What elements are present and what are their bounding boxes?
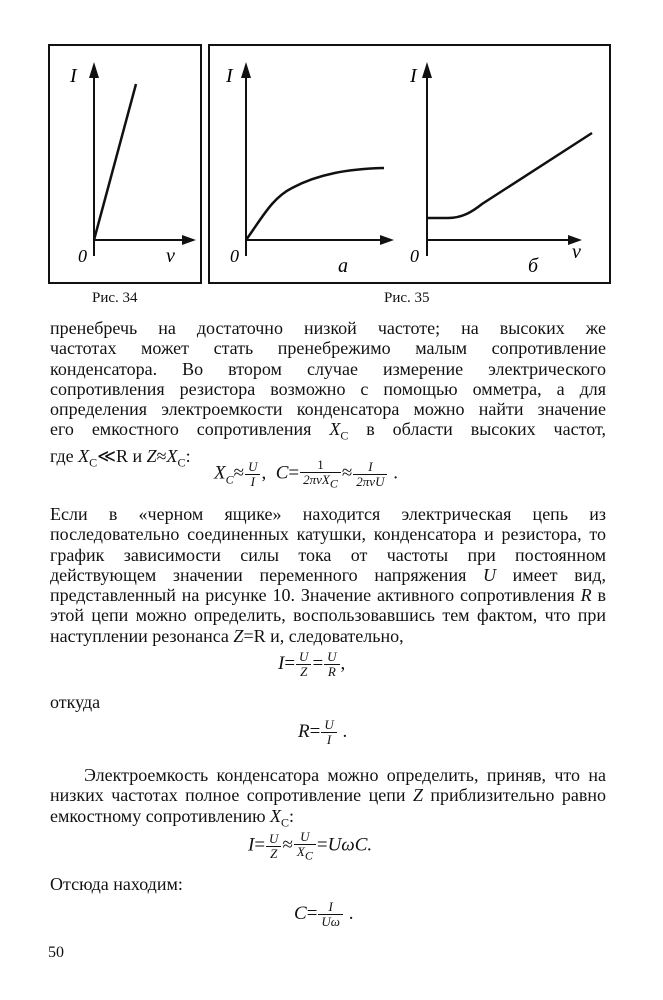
paragraph-3: Электроемкость конденсатора можно определить, приняв, что на низких частотах полное сопротивление цепи Z приблизительно равно емкостному сопротивлению $X_C$: — [50, 765, 606, 830]
panel-a-y-axis-arrow — [241, 62, 251, 78]
linear-curve — [94, 84, 136, 240]
x-axis-label: ν — [166, 245, 175, 267]
figure-34-caption: Рис. 34 — [92, 290, 138, 306]
paragraph-1-lines — [50, 318, 606, 473]
paragraph-1-line: частотах может стать пренебрежимо малым сопротивление — [50, 338, 606, 359]
panel-a-y-label: I — [226, 65, 233, 87]
panel-b-y-label: I — [410, 65, 417, 87]
paragraph-1-line: его емкостного сопротивления $X_C$ в области высоких частот, — [50, 419, 606, 444]
figure-35-graph — [210, 46, 609, 282]
panel-a-sublabel: а — [338, 255, 348, 277]
figure-34-graph — [50, 46, 200, 282]
panel-a-origin-label: 0 — [230, 246, 239, 266]
figure-35-caption: Рис. 35 — [384, 290, 430, 306]
panel-a-curve — [246, 168, 384, 240]
otkuda-text: откуда — [50, 692, 101, 712]
figure-35 — [208, 44, 611, 284]
formula-r: R= $\frac{U}{I}$ . — [298, 717, 348, 747]
paragraph-1-line: определения электроемкости конденсатора можно найти значение — [50, 399, 606, 420]
paragraph-2: Если в «черном ящике» находится электрическая цепь из последовательно соединенных катушки, конденсатора и резистора, то график зависимости силы тока от частоты при постоянном действующем значении переменного напряжения U имеет вид, представленный на рисунке 10. Значение активного сопротивления R в этой цепи можно определить, воспользовавшись тем фактом, что при наступлении резонанса Z=R и, следовательно, — [50, 504, 607, 646]
panel-b-y-axis-arrow — [422, 62, 432, 78]
origin-label: 0 — [78, 246, 87, 266]
paragraph-1-line: конденсатора. Во втором случае измерение электрического — [50, 358, 606, 379]
formula-xc-c: $X_C\approx$ $\frac{U}{I}$ , C= $\frac{1}{2\pi\nu X_C}$ ≈ $\frac{I}{\text{2πνU}}$ . — [214, 457, 398, 491]
formula-c: C= $\frac{I}{U\omega}$ . — [294, 899, 354, 929]
panel-b-origin-label: 0 — [410, 246, 419, 266]
panel-b-x-label: ν — [572, 241, 581, 263]
panel-b-sublabel: б — [528, 255, 539, 277]
formula-resonance: I= $\frac{U}{Z}$ = $\frac{U}{R}$ , — [278, 649, 346, 679]
page-number: 50 — [48, 944, 64, 961]
formula-low-freq: I= $\frac{U}{Z}$ ≈ $\frac{U}{X_C}$ =UωC. — [248, 829, 373, 863]
paragraph-1-line: сопротивления резистора возможно с помощью омметра, а для — [50, 378, 606, 399]
y-axis-arrow — [89, 62, 99, 78]
figure-34 — [48, 44, 202, 284]
otsyuda-text: Отсюда находим: — [50, 874, 183, 894]
paragraph-1-line: где $X_C≪R$ и $Z\approx X_C$: — [50, 446, 191, 470]
paragraph-1-line: пренебречь на достаточно низкой частоте; на высоких же — [50, 318, 606, 338]
panel-b-curve — [427, 133, 592, 218]
panel-a-x-axis-arrow — [380, 235, 394, 245]
y-axis-label: I — [70, 65, 77, 87]
paragraph-1 — [50, 318, 606, 473]
x-axis-arrow — [182, 235, 196, 245]
